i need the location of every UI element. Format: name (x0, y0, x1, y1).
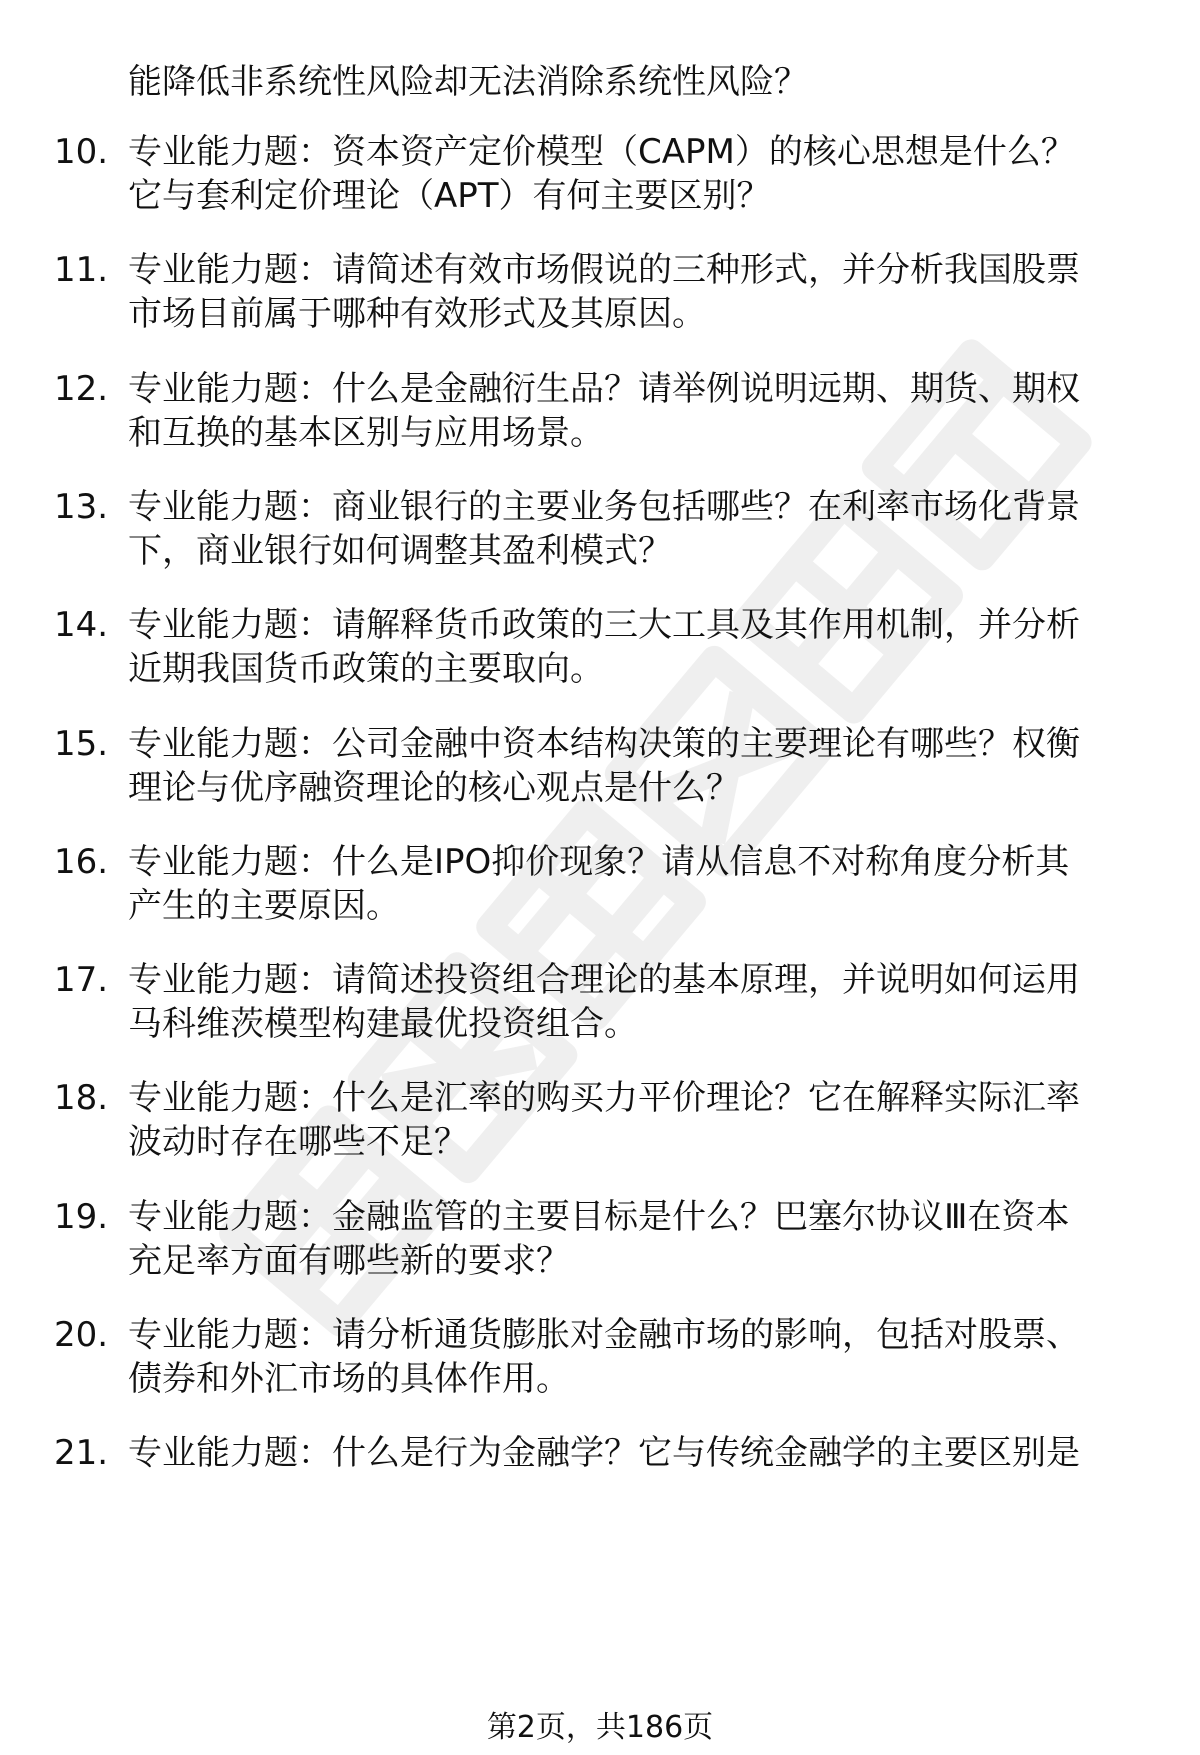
question-number: 15. (54, 724, 109, 764)
question-text-line: 下，商业银行如何调整其盈利模式？ (128, 531, 672, 571)
question-text-line: 专业能力题：请简述有效市场假说的三种形式，并分析我国股票 (128, 250, 1080, 290)
question-text-line: 和互换的基本区别与应用场景。 (128, 413, 604, 453)
question-text-line: 近期我国货币政策的主要取向。 (128, 649, 604, 689)
question-item (0, 722, 1200, 810)
question-text-line: 产生的主要原因。 (128, 886, 400, 926)
question-item (0, 840, 1200, 928)
question-number: 11. (54, 250, 109, 290)
page-footer: 第2页，共186页 (486, 1710, 714, 1745)
question-number: 21. (54, 1433, 109, 1473)
question-text-line: 充足率方面有哪些新的要求？ (128, 1241, 570, 1281)
question-text-line: 专业能力题：资本资产定价模型（CAPM）的核心思想是什么？ (128, 132, 1075, 172)
question-number: 12. (54, 369, 109, 409)
question-text-line: 专业能力题：请分析通货膨胀对金融市场的影响，包括对股票、 (128, 1315, 1080, 1355)
question-text-line: 它与套利定价理论（APT）有何主要区别？ (128, 176, 771, 216)
question-number: 14. (54, 605, 109, 645)
question-item (0, 367, 1200, 455)
question-text-line: 波动时存在哪些不足？ (128, 1122, 468, 1162)
question-text-line: 专业能力题：什么是汇率的购买力平价理论？它在解释实际汇率 (128, 1078, 1080, 1118)
question-item (0, 1076, 1200, 1164)
question-number: 16. (54, 842, 109, 882)
question-text-line: 专业能力题：什么是金融衍生品？请举例说明远期、期货、期权 (128, 369, 1080, 409)
question-text-line: 债券和外汇市场的具体作用。 (128, 1359, 570, 1399)
question-text-line: 专业能力题：请解释货币政策的三大工具及其作用机制，并分析 (128, 605, 1080, 645)
question-text-line: 专业能力题：商业银行的主要业务包括哪些？在利率市场化背景 (128, 487, 1080, 527)
question-number: 20. (54, 1315, 109, 1355)
continuation-line: 能降低非系统性风险却无法消除系统性风险？ (128, 62, 808, 102)
question-item (0, 248, 1200, 336)
question-item (0, 958, 1200, 1046)
question-number: 17. (54, 960, 109, 1000)
question-item (0, 1431, 1200, 1475)
question-item (0, 603, 1200, 691)
question-number: 18. (54, 1078, 109, 1118)
question-text-line: 专业能力题：请简述投资组合理论的基本原理，并说明如何运用 (128, 960, 1080, 1000)
question-item (0, 130, 1200, 218)
question-item (0, 485, 1200, 573)
question-number: 10. (54, 132, 109, 172)
question-number: 19. (54, 1197, 109, 1237)
question-text-line: 市场目前属于哪种有效形式及其原因。 (128, 294, 706, 334)
question-text-line: 专业能力题：什么是行为金融学？它与传统金融学的主要区别是 (128, 1433, 1080, 1473)
question-item (0, 1313, 1200, 1401)
question-number: 13. (54, 487, 109, 527)
question-item (0, 1195, 1200, 1283)
question-text-line: 专业能力题：什么是IPO抑价现象？请从信息不对称角度分析其 (128, 842, 1070, 882)
question-text-line: 专业能力题：公司金融中资本结构决策的主要理论有哪些？权衡 (128, 724, 1080, 764)
question-text-line: 专业能力题：金融监管的主要目标是什么？巴塞尔协议Ⅲ在资本 (128, 1197, 1070, 1237)
question-text-line: 理论与优序融资理论的核心观点是什么？ (128, 768, 740, 808)
question-text-line: 马科维茨模型构建最优投资组合。 (128, 1004, 638, 1044)
